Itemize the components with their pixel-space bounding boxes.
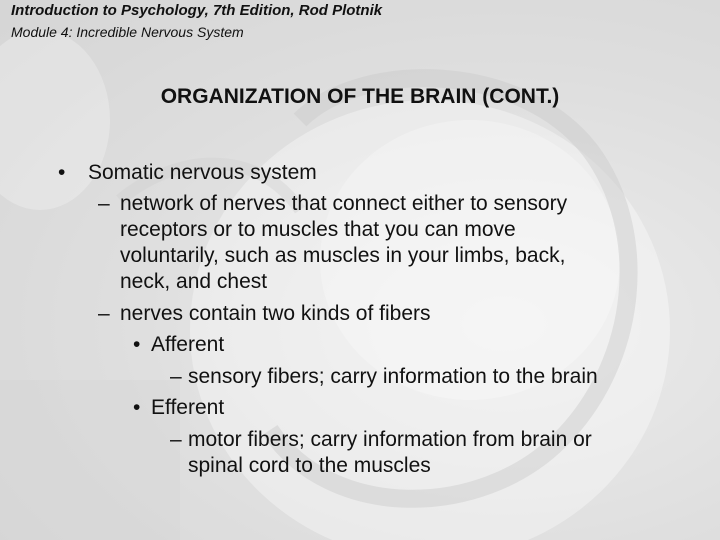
definition-line: receptors or to muscles that you can move [120,218,516,241]
bullet-icon: • [133,396,141,419]
dash-icon: – [170,365,182,388]
bullet-icon: • [58,161,66,184]
fibers-line: nerves contain two kinds of fibers [120,302,431,325]
item-somatic-nervous-system: Somatic nervous system [88,161,317,184]
book-title: Introduction to Psychology, 7th Edition, Rod Plotnik [11,2,383,19]
dash-icon: – [170,428,182,451]
item-efferent: Efferent [151,396,225,419]
bullet-icon: • [133,333,141,356]
definition-line: voluntarily, such as muscles in your limbs, back, [120,244,566,267]
slide-title: ORGANIZATION OF THE BRAIN (CONT.) [160,85,560,108]
efferent-description: motor fibers; carry information from brain or [188,428,592,451]
module-subtitle: Module 4: Incredible Nervous System [11,24,244,40]
item-afferent: Afferent [151,333,225,356]
dash-icon: – [98,302,110,325]
dash-icon: – [98,192,110,215]
afferent-description: sensory fibers; carry information to the brain [188,365,598,388]
efferent-description: spinal cord to the muscles [188,454,431,477]
definition-line: neck, and chest [120,270,268,293]
definition-line: network of nerves that connect either to sensory [120,192,568,215]
